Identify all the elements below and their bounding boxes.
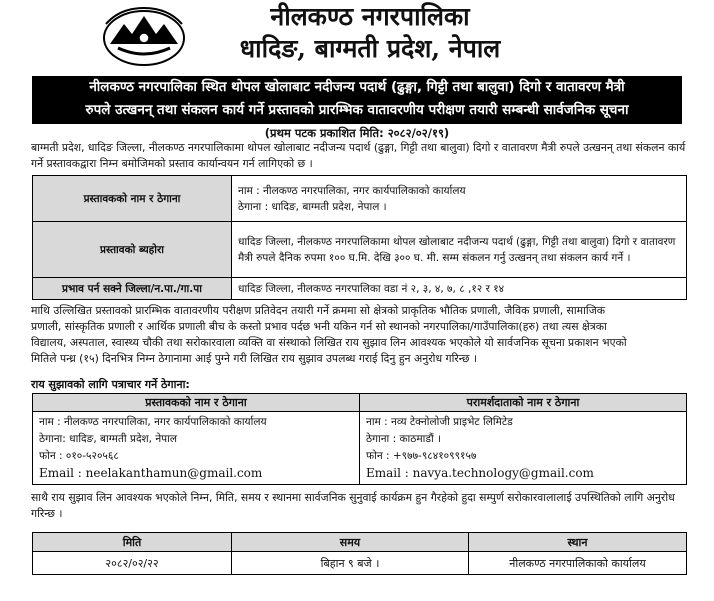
proposal-description-label: प्रस्तावको ब्यहोरा [33,222,232,278]
correspondence-heading: राय सुझावको लागि पत्राचार गर्ने ठेगाना: [31,378,190,391]
consultant-contact [360,412,687,485]
nepal-emblem-icon [100,4,188,66]
proponent-contact-address: ठेगाना: धादिङ, बाग्मती प्रदेश, नेपाल [39,433,177,445]
proposal-info-table [32,175,687,300]
proponent-label: प्रस्तावकको नाम र ठेगाना [33,176,232,222]
affected-area-label: प्रभाव पर्न सक्ने जिल्ला/न.पा./गा.पा [33,278,232,300]
hearing-paragraph: साथै राय सुझाव लिन आवश्यक भएकोले निम्न, मिति, समय र स्थानमा सार्वजनिक सुनुवाई कार्यक्रम हुन गैरहेको हुदा सम्पुर्ण सरोकारवालालाई उपस्थितिको लागि अनुरोध गरिन्छ । [31,491,675,520]
body-paragraph [31,303,687,367]
table-row [33,412,687,485]
consultant-phone: फोन : +९७७-९८४१०९९१५७ [366,450,477,462]
table-row [33,552,687,575]
table-row [33,394,687,412]
notice-title-banner [32,76,682,124]
consultant-email[interactable]: Email : navya.technology@gmail.com [366,466,594,480]
proponent-email[interactable]: Email : neelakanthamun@gmail.com [39,466,263,480]
body-line: माथि उल्लिखित प्रस्तावको प्रारम्भिक वातावरणीय परीक्षण प्रतिवेदन तयारी गर्ने क्रममा सो क्षेत्रको प्राकृतिक भौतिक प्रणाली, जैविक प्रणाली, सामाजिक [31,304,606,317]
intro-paragraph: बाग्मती प्रदेश, धादिङ जिल्ला, नीलकण्ठ नगरपालिकामा थोपल खोलाबाट नदीजन्य पदार्थ (ढुङ्गा, गिट्टी तथा बालुवा) दिगो र वातावरण मैत्री रुपले उत्खनन् तथा संकलन कार्य गर्ने प्रस्तावकद्वारा निम्न बमोजिमको प्रस्ताव कार्यान्वयन गर्न लागिएको छ । [31,141,686,170]
proponent-contact-name: नाम : नीलकण्ठ नगरपालिका, नगर कार्यपालिकाको कार्यालय [39,416,267,428]
public-hearing-table [32,532,687,575]
body-line: प्रणाली, सांस्कृतिक प्रणाली र आर्थिक प्रणाली बीच के कस्तो प्रभाव पर्दछ भनी यकिन गर्न सो स्थानको नगरपालिका/गाउँपालिका(हरु) तथा त्यस क्षेत्रका [31,320,607,333]
proponent-phone: फोन : ०१०-५२०५६८ [39,450,119,462]
consultant-name: नाम : नव्य टेक्नोलोजी प्राइभेट लिमिटेड [366,416,513,428]
proposal-description: धादिङ जिल्ला, नीलकण्ठ नगरपालिकामा थोपल खोलाबाट नदीजन्य पदार्थ (ढुङ्गा, गिट्टी तथा बालुवा) दिगो र वातावरण मैत्री रुपले दैनिक रुपमा १०० घ.मि. देखि ३०० घ. मी. सम्म संकलन गर्नु उत्खनन् तथा संकलन कार्य गर्ने । [232,222,687,278]
hearing-time: बिहान ९ बजे । [232,552,469,575]
consultant-header: परामर्शदाताको नाम र ठेगाना [360,394,687,412]
contact-table [32,393,687,485]
banner-line-2: रुपले उत्खनन् तथा संकलन कार्य गर्ने प्रस्तावको प्रारम्भिक वातावरणीय परीक्षण तयारी सम्बन्धी सार्वजनिक सूचना [85,102,629,118]
proponent-contact [33,412,360,485]
date-header: मिति [33,533,232,552]
body-line: विद्यालय, अस्पताल, स्वास्थ्य चौकी तथा सरोकारवाला व्यक्ति वा संस्थाको लिखित राय सुझाव लिन आवश्यक भएकोले यो सार्वजनिक सूचना प्रकाशन भएको [31,336,627,349]
hearing-date: २०८२/०२/२२ [33,552,232,575]
proponent-address: ठेगाना : धादिङ, बाग्मती प्रदेश, नेपाल । [238,200,387,213]
consultant-address: ठेगाना : काठमाडौं । [366,433,442,445]
org-location: धादिङ, बाग्मती प्रदेश, नेपाल [239,34,501,63]
table-row [33,222,687,278]
publication-date: (प्रथम पटक प्रकाशित मिति: २०८२/०२/१९) [264,126,450,140]
body-line: मितिले पन्ध्र (१५) दिनभित्र निम्न ठेगानामा आई पुग्ने गरी लिखित राय सुझाव उपलब्ध गराई दिनु हुन अनुरोध गरिन्छ । [31,352,477,365]
org-name: नीलकण्ठ नगरपालिका [270,2,470,31]
table-row [33,278,687,300]
proponent-header: प्रस्तावकको नाम र ठेगाना [33,394,360,412]
proponent-name: नाम : नीलकण्ठ नगरपालिका, नगर कार्यपालिकाको कार्यालय [238,184,466,197]
time-header: समय [232,533,469,552]
table-row [33,176,687,222]
proponent-details [232,176,687,222]
venue-header: स्थान [469,533,687,552]
affected-area: धादिङ जिल्ला, नीलकण्ठ नगरपालिका वडा नं २, ३, ४, ७, ८ ,१२ र १४ [232,278,687,300]
hearing-venue: नीलकण्ठ नगरपालिकाको कार्यालय [469,552,687,575]
banner-line-1: नीलकण्ठ नगरपालिका स्थित थोपल खोलाबाट नदीजन्य पदार्थ (ढुङ्गा, गिट्टी तथा बालुवा) दिगो र वातावरण मैत्री [89,79,625,95]
table-row [33,533,687,552]
